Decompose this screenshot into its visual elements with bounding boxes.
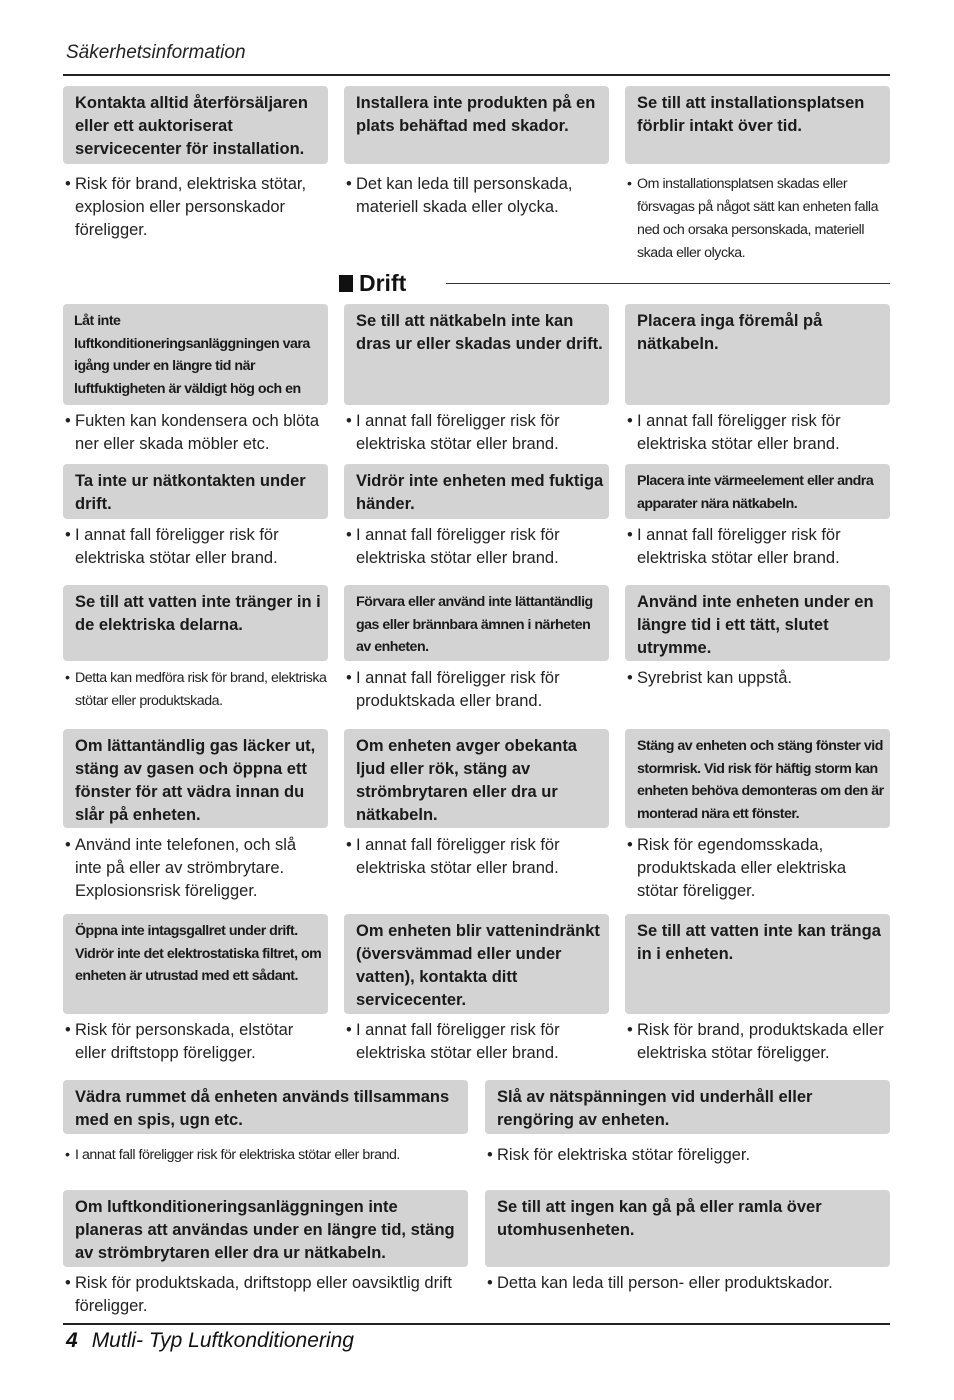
caution-box: Vädra rummet då enheten används tillsammans med en spis, ugn etc. — [63, 1080, 468, 1134]
caution-note: • Risk för egendomsskada, produktskada eller elektriska stötar föreligger. — [627, 836, 847, 900]
caution-note: • I annat fall föreligger risk för elektriska stötar eller brand. — [346, 1021, 560, 1062]
caution-box: Se till att ingen kan gå på eller ramla över utomhusenheten. — [485, 1190, 890, 1267]
caution-note: • Fukten kan kondensera och blöta ner eller skada möbler etc. — [65, 412, 319, 453]
header-title: Säkerhetsinformation — [66, 42, 246, 63]
caution-note: • Använd inte telefonen, och slå inte på eller av strömbrytare. Explosionsrisk föreligger. — [65, 836, 297, 900]
caution-box: Om luftkonditioneringsanläggningen inte planeras att användas under en längre tid, stäng av strömbrytaren eller dra ur nätkabeln. — [63, 1190, 468, 1267]
caution-box: Se till att installationsplatsen förblir intakt över tid. — [625, 86, 890, 164]
caution-note: • Detta kan leda till person- eller produktskador. — [487, 1274, 833, 1292]
caution-note: • I annat fall föreligger risk för produktskada eller brand. — [346, 669, 560, 710]
caution-note: • Risk för elektriska stötar föreligger. — [487, 1146, 751, 1164]
caution-box: Slå av nätspänningen vid underhåll eller rengöring av enheten. — [485, 1080, 890, 1134]
caution-box: Placera inga föremål på nätkabeln. — [625, 304, 890, 405]
caution-box: Låt inte luftkonditioneringsanläggningen vara igång under en längre tid när luftfuktigheten är väldigt hög och en — [63, 304, 328, 405]
caution-box: Installera inte produkten på en plats behäftad med skador. — [344, 86, 609, 164]
caution-box: Stäng av enheten och stäng fönster vid stormrisk. Vid risk för häftig storm kan enheten behöva demonteras om den är monterad nära ett fönster. — [625, 729, 890, 828]
caution-note: • I annat fall föreligger risk för elektriska stötar eller brand. — [346, 526, 560, 567]
caution-note: • I annat fall föreligger risk för elektriska stötar eller brand. — [65, 1147, 400, 1163]
caution-note: • Syrebrist kan uppstå. — [627, 669, 792, 687]
caution-note: • Risk för produktskada, driftstopp eller oavsiktlig drift föreligger. — [65, 1274, 452, 1315]
footer-rule — [63, 1323, 890, 1325]
caution-box: Ta inte ur nätkontakten under drift. — [63, 464, 328, 519]
page-number: 4 — [66, 1329, 78, 1352]
caution-box: Vidrör inte enheten med fuktiga händer. — [344, 464, 609, 519]
caution-box: Placera inte värmeelement eller andra apparater nära nätkabeln. — [625, 464, 890, 519]
caution-box: Kontakta alltid återförsäljaren eller ett auktoriserat servicecenter för installation. — [63, 86, 328, 164]
caution-box: Förvara eller använd inte lättantändlig gas eller brännbara ämnen i närheten av enheten. — [344, 585, 609, 661]
caution-box: Se till att vatten inte tränger in i de elektriska delarna. — [63, 585, 328, 661]
caution-note: • Risk för personskada, elstötar eller driftstopp föreligger. — [65, 1021, 294, 1062]
header-rule — [63, 74, 890, 76]
section-rule — [446, 283, 890, 284]
caution-box: Använd inte enheten under en längre tid i ett tätt, slutet utrymme. — [625, 585, 890, 661]
footer — [66, 1329, 354, 1353]
caution-box: Öppna inte intagsgallret under drift. Vidrör inte det elektrostatiska filtret, om enheten är utrustad med ett sådant. — [63, 914, 328, 1014]
caution-box: Se till att nätkabeln inte kan dras ur eller skadas under drift. — [344, 304, 609, 405]
caution-note: • Risk för brand, produktskada eller elektriska stötar föreligger. — [627, 1021, 884, 1062]
caution-note: • Risk för brand, elektriska stötar, explosion eller personskador föreligger. — [65, 175, 307, 239]
caution-note: • I annat fall föreligger risk för elektriska stötar eller brand. — [65, 526, 279, 567]
caution-box: Se till att vatten inte kan tränga in i enheten. — [625, 914, 890, 1014]
square-bullet-icon — [339, 275, 353, 292]
caution-note: • I annat fall föreligger risk för elektriska stötar eller brand. — [627, 412, 841, 453]
section-heading: Drift — [339, 270, 406, 297]
caution-box: Om enheten blir vattenindränkt (översvämmad eller under vatten), kontakta ditt servicecenter. — [344, 914, 609, 1014]
caution-note: • Det kan leda till personskada, materiell skada eller olycka. — [346, 175, 573, 216]
caution-note: • I annat fall föreligger risk för elektriska stötar eller brand. — [346, 836, 560, 877]
caution-note: • I annat fall föreligger risk för elektriska stötar eller brand. — [627, 526, 841, 567]
caution-box: Om lättantändlig gas läcker ut, stäng av gasen och öppna ett fönster för att vädra innan du slår på enheten. — [63, 729, 328, 828]
caution-box: Om enheten avger obekanta ljud eller rök, stäng av strömbrytaren eller dra ur nätkabeln. — [344, 729, 609, 828]
caution-note: • Om installationsplatsen skadas eller försvagas på något sätt kan enheten falla ned och orsaka personskada, materiell skada eller olycka. — [627, 176, 879, 261]
caution-note: • Detta kan medföra risk för brand, elektriska stötar eller produktskada. — [65, 670, 327, 709]
caution-note: • I annat fall föreligger risk för elektriska stötar eller brand. — [346, 412, 560, 453]
footer-doc-title: Mutli- Typ Luftkonditionering — [91, 1329, 354, 1352]
